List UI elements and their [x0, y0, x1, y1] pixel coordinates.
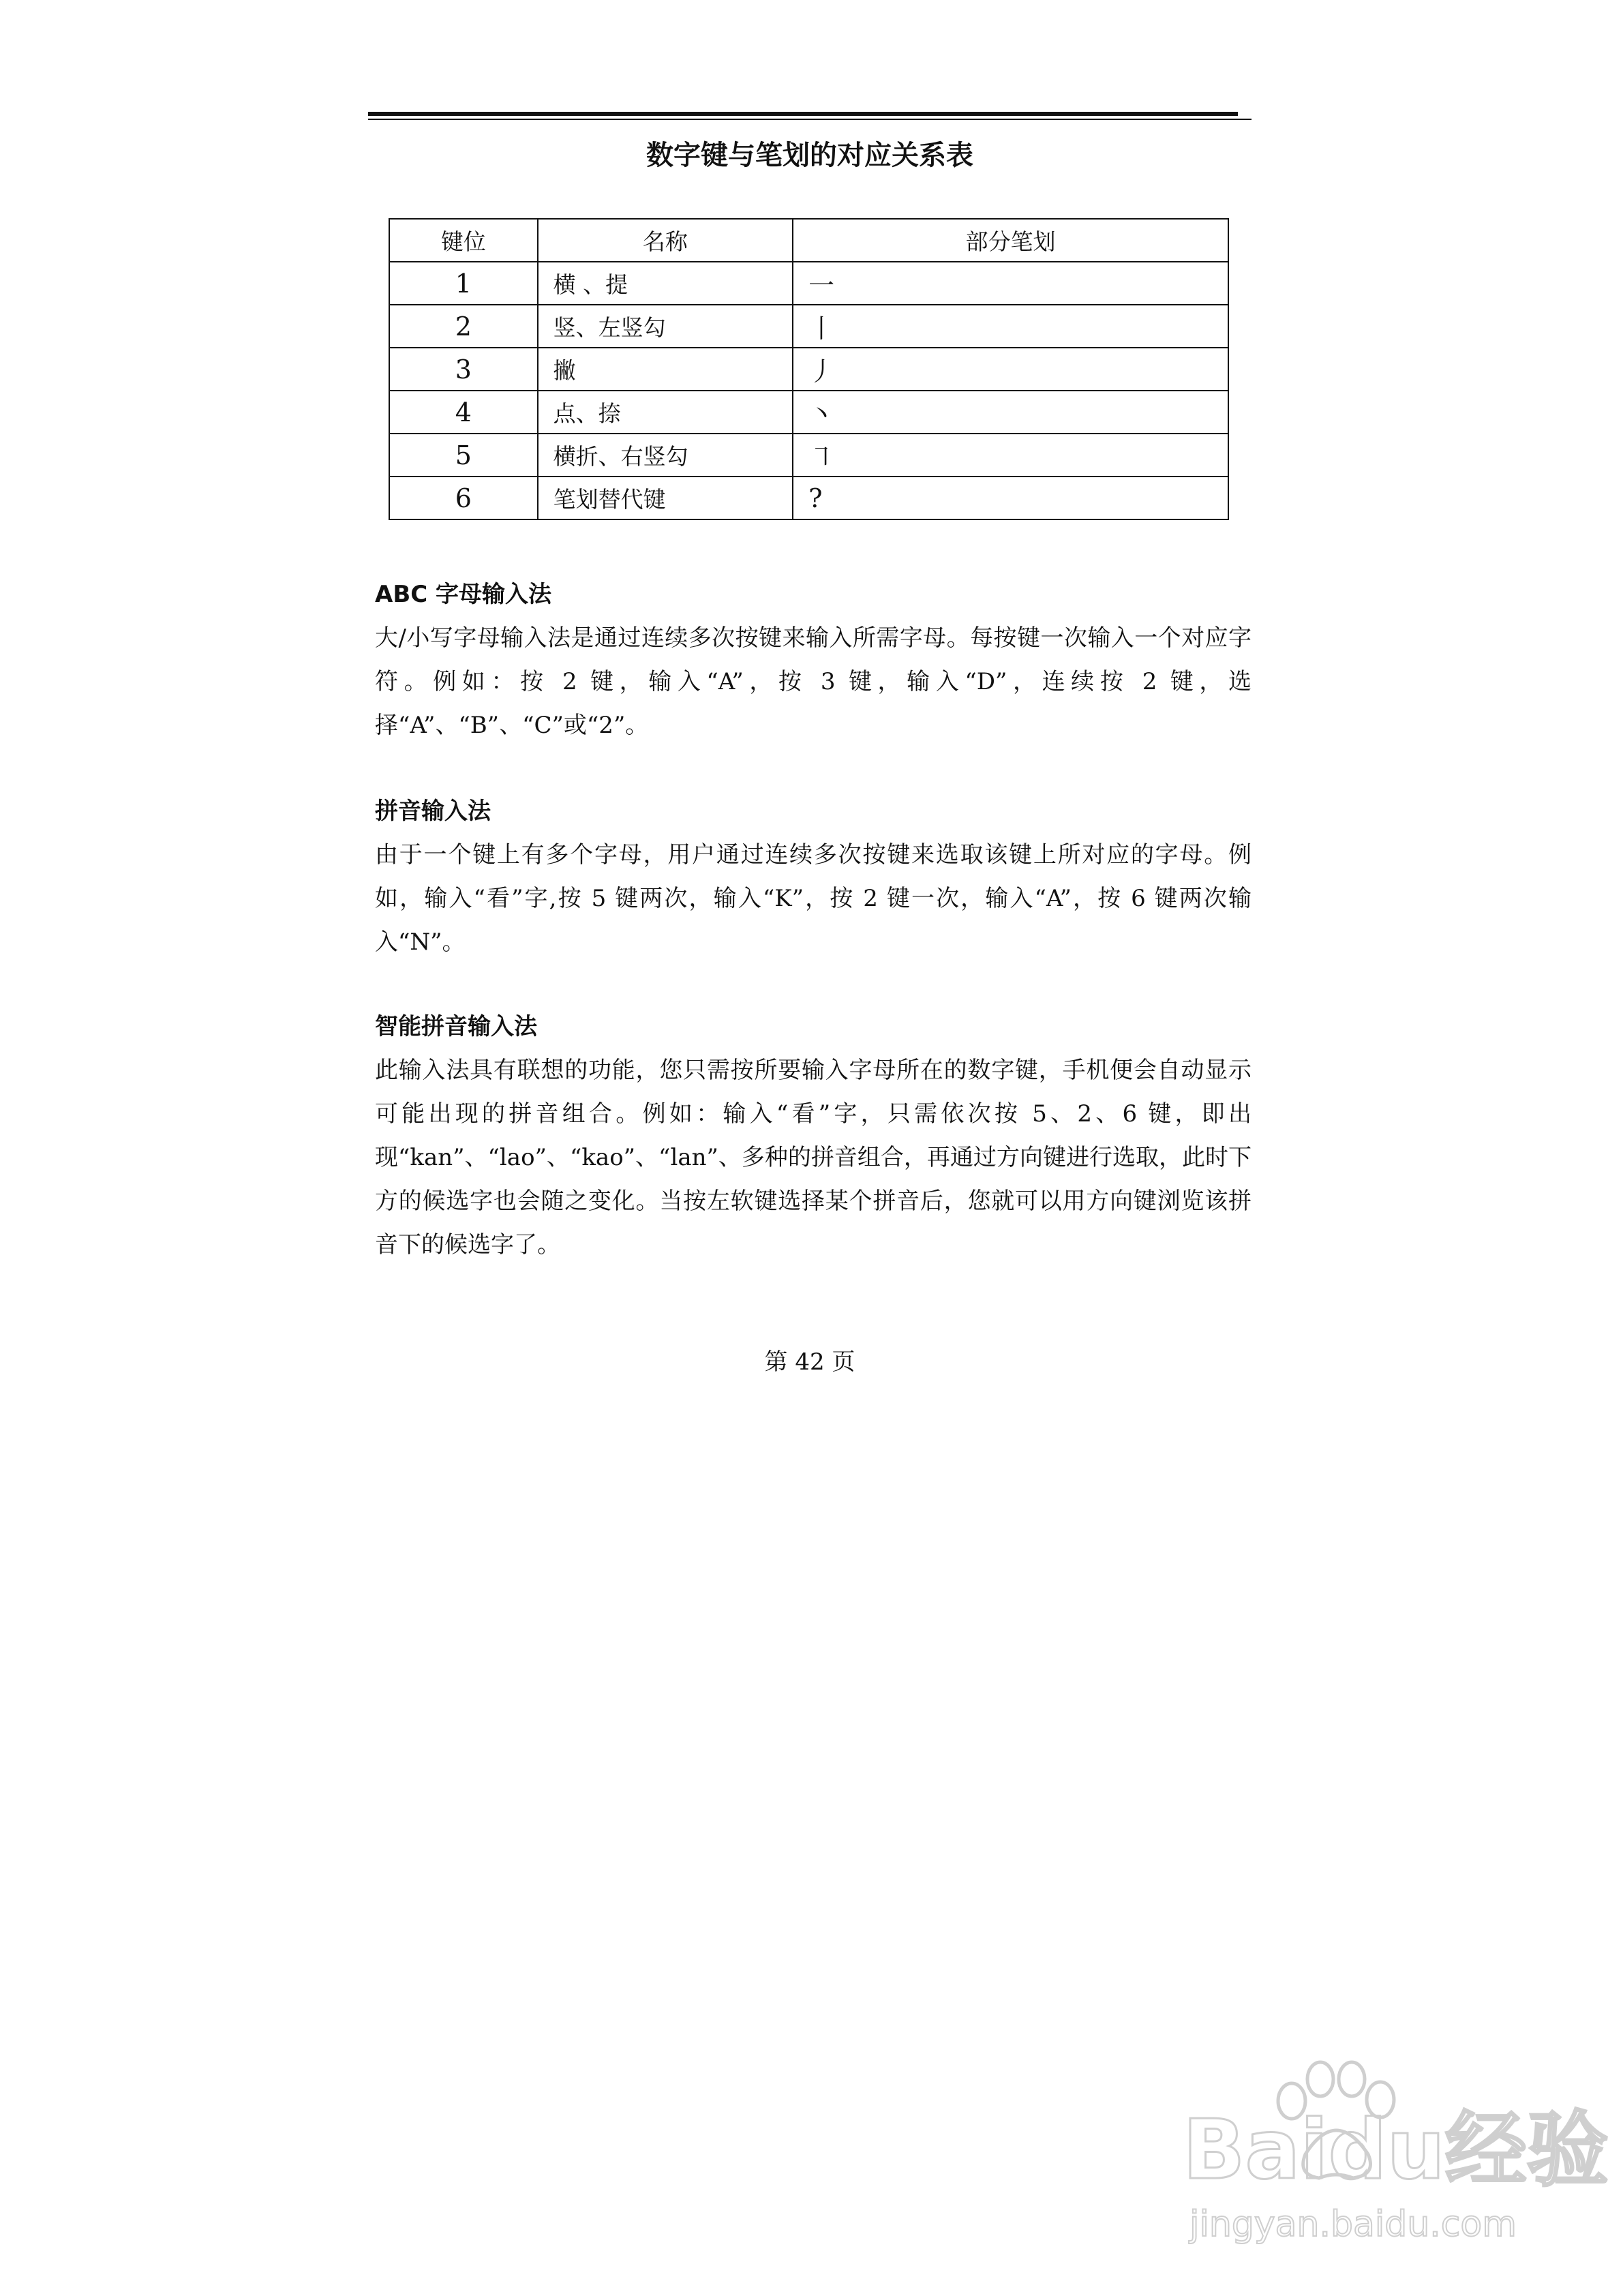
section-body: 由于一个键上有多个字母，用户通过连续多次按键来选取该键上所对应的字母。例如，输入“看”字,按 5 键两次，输入“K”，按 2 键一次，输入“A”，按 6 键两次输入“N”。	[375, 841, 1252, 956]
key-cell: 6	[389, 477, 538, 519]
section-heading: 智能拼音输入法	[375, 1013, 537, 1040]
section-pinyin-input	[375, 789, 1252, 964]
column-header-key: 键位	[389, 219, 538, 262]
table-row	[389, 348, 1228, 391]
table-row	[389, 305, 1228, 348]
name-cell: 点、捺	[538, 391, 793, 434]
watermark-url: jingyan.baidu.com	[1189, 2204, 1517, 2245]
baidu-jingyan-watermark	[1169, 2038, 1609, 2250]
section-body: 大/小写字母输入法是通过连续多次按键来输入所需字母。每按键一次输入一个对应字符。例如：按 2 键，输入“A”，按 3 键，输入“D”，连续按 2 键，选择“A”、“B”、“C”或“2”。	[375, 624, 1252, 739]
page-title: 数字键与笔划的对应关系表	[646, 140, 973, 171]
section-heading: ABC 字母输入法	[375, 581, 552, 608]
key-cell: 2	[389, 305, 538, 348]
table-row	[389, 477, 1228, 519]
header-rule-thin	[368, 119, 1252, 120]
section-smart-pinyin-input	[375, 1005, 1252, 1267]
stroke-cell: 丿	[793, 348, 1228, 391]
stroke-cell: 丶	[793, 391, 1228, 434]
section-heading: 拼音输入法	[375, 798, 491, 825]
table-row	[389, 262, 1228, 305]
name-cell: 横折、右竖勾	[538, 434, 793, 477]
stroke-cell: ?	[793, 477, 1228, 519]
name-cell: 竖、左竖勾	[538, 305, 793, 348]
key-cell: 5	[389, 434, 538, 477]
column-header-name: 名称	[538, 219, 793, 262]
name-cell: 撇	[538, 348, 793, 391]
name-cell: 笔划替代键	[538, 477, 793, 519]
stroke-cell: 一	[793, 262, 1228, 305]
page-number: 第 42 页	[764, 1348, 855, 1376]
table-row	[389, 391, 1228, 434]
key-cell: 4	[389, 391, 538, 434]
name-cell: 横 、提	[538, 262, 793, 305]
watermark-brand: Baidu经验	[1183, 2103, 1609, 2198]
stroke-key-table	[389, 218, 1229, 520]
key-cell: 3	[389, 348, 538, 391]
stroke-cell: ㇕	[793, 434, 1228, 477]
table-header-row	[389, 219, 1228, 262]
section-body: 此输入法具有联想的功能，您只需按所要输入字母所在的数字键，手机便会自动显示可能出现的拼音组合。例如：输入“看”字，只需依次按 5、2、6 键，即出现“kan”、“lao”、“kao”、“lan”、多种的拼音组合，再通过方向键进行选取，此时下方的候选字也会随之变化。当按左软键选择某个拼音后，您就可以用方向键浏览该拼音下的候选字了。	[375, 1057, 1252, 1258]
column-header-stroke: 部分笔划	[793, 219, 1228, 262]
key-cell: 1	[389, 262, 538, 305]
table-row	[389, 434, 1228, 477]
header-rule	[368, 112, 1238, 116]
stroke-cell: 丨	[793, 305, 1228, 348]
section-abc-input	[375, 573, 1252, 747]
